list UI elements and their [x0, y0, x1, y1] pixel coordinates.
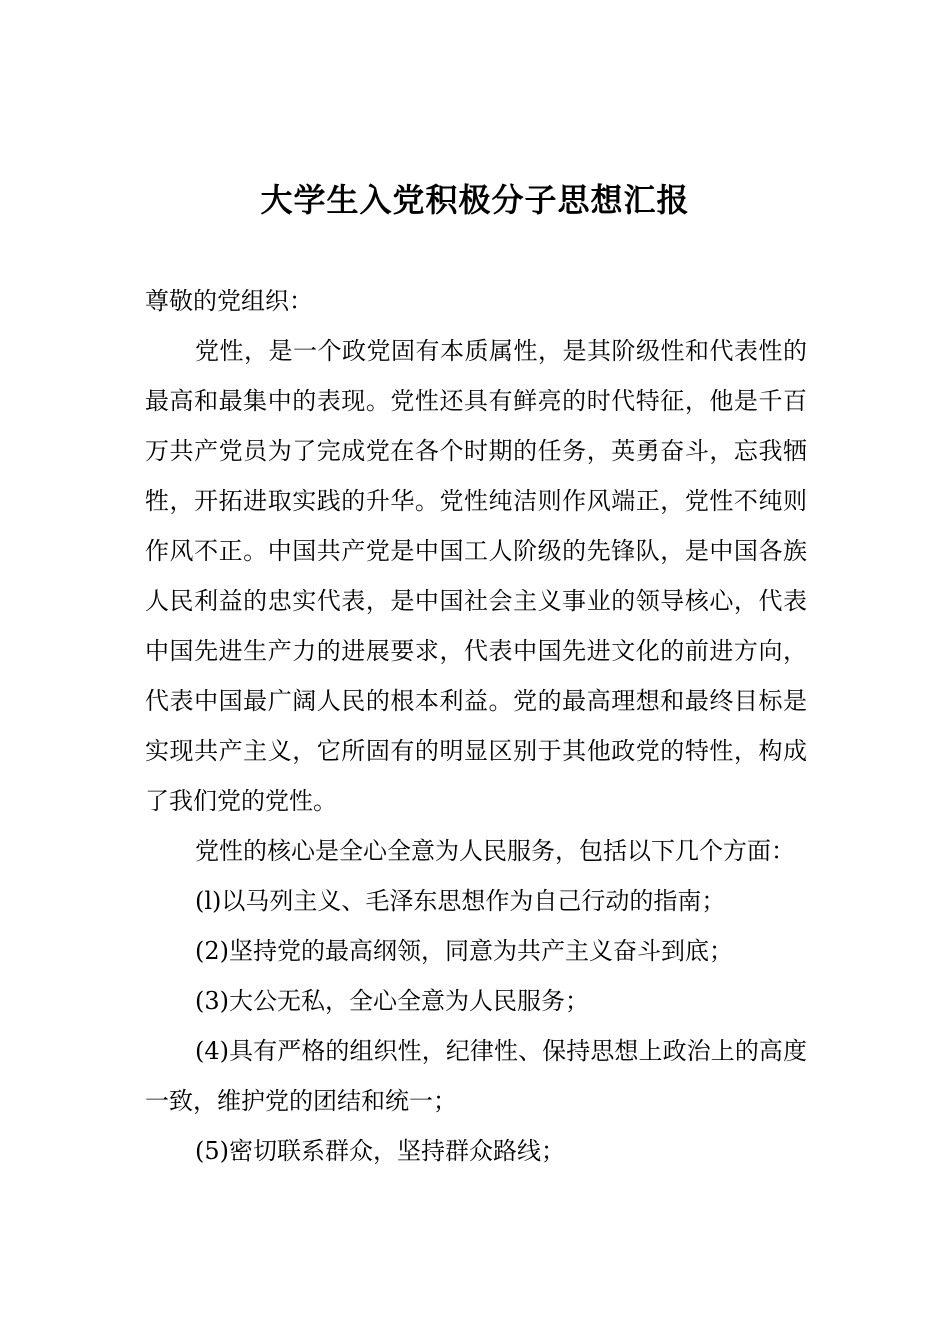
- paragraph: 党性，是一个政党固有本质属性，是其阶级性和代表性的最高和最集中的表现。党性还具有鲜亮的时代特征，他是千百万共产党员为了完成党在各个时期的任务，英勇奋斗，忘我牺牲，开拓进取实践的升华。党性纯洁则作风端正，党性不纯则作风不正。中国共产党是中国工人阶级的先锋队，是中国各族人民利益的忠实代表，是中国社会主义事业的领导核心，代表中国先进生产力的进展要求，代表中国先进文化的前进方向，代表中国最广阔人民的根本利益。党的最高理想和最终目标是实现共产主义，它所固有的明显区别于其他政党的特性，构成了我们党的党性。: [145, 337, 807, 815]
- list-item: (5)密切联系群众，坚持群众路线；: [195, 1137, 565, 1165]
- list-item: (l)以马列主义、毛泽东思想作为自己行动的指南；: [195, 887, 726, 915]
- paragraph: 党性的核心是全心全意为人民服务，包括以下几个方面：: [195, 837, 795, 865]
- list-item: (2)坚持党的最高纲领，同意为共产主义奋斗到底；: [195, 937, 733, 965]
- list-item: (4)具有严格的组织性，纪律性、保持思想上政治上的高度一致，维护党的团结和统一；: [145, 1037, 807, 1115]
- list-item: (3)大公无私，全心全意为人民服务；: [195, 987, 589, 1015]
- salutation: 尊敬的党组织：: [145, 287, 313, 315]
- document-body: [145, 276, 807, 1176]
- document-title: 大学生入党积极分子思想汇报: [260, 181, 690, 219]
